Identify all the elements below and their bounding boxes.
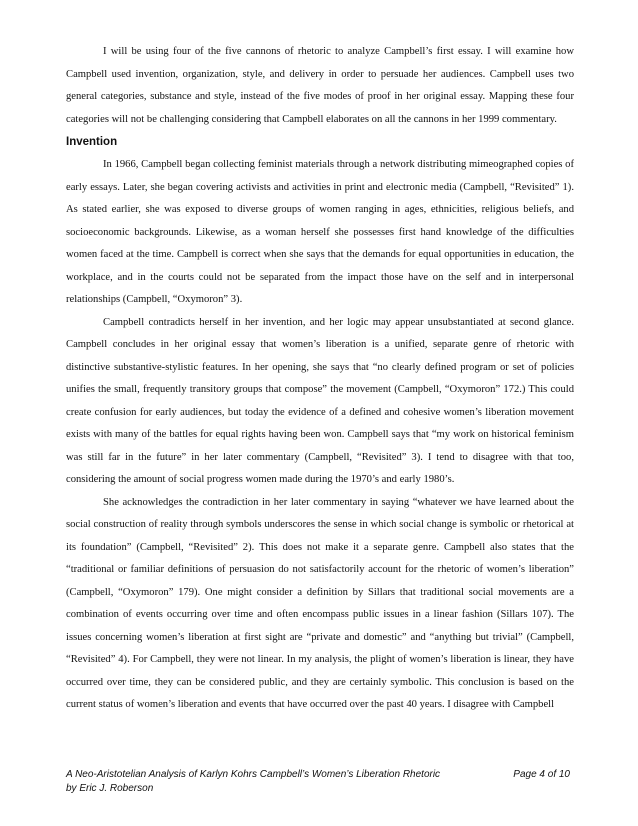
footer-row <box>66 768 574 782</box>
section-heading: Invention <box>66 136 118 148</box>
page-footer <box>66 768 574 796</box>
paragraph: In 1966, Campbell began collecting feminist materials through a network distributing mimeographed copies of early essays. Later, she began covering activists and activities in print and electronic media (Campbell, “Revisited” 1). As stated earlier, she was exposed to diverse groups of women ranging in ages, ethnicities, religious beliefs, and socioeconomic backgrounds. Likewise, as a woman herself she possesses first hand knowledge of the difficulties women faced at the time. Campbell is correct when she says that the demands for equal opportunities in education, the workplace, and in the courts could not be separated from the impact those have on the self and in interpersonal relationships (Campbell, “Oxymoron” 3). <box>66 159 574 305</box>
page-number: Page 4 of 10 <box>513 769 570 780</box>
footer-title: A Neo-Aristotelian Analysis of Karlyn Kohrs Campbell’s Women’s Liberation Rhetoric <box>66 769 441 780</box>
paragraph: She acknowledges the contradiction in her later commentary in saying “whatever we have learned about the social construction of reality through symbols underscores the sense in which social change is symbolic or rhetorical at its foundation” (Campbell, “Revisited” 2). This does not make it a separate genre. Campbell also states that the “traditional or familiar definitions of persuasion do not satisfactorily account for the rhetoric of women’s liberation” (Campbell, “Oxymoron” 179). One might consider a definition by Sillars that traditional social movements are a combination of events occurring over time and often encompass public issues in a linear fashion (Sillars 107). The issues concerning women’s liberation at first sight are “private and domestic” and “anything but trivial” (Campbell, “Revisited” 4). For Campbell, they were not linear. In my analysis, the plight of women’s liberation is linear, they have occurred over time, they can be considered public, and they are certainly symbolic. This conclusion is based on the current status of women’s liberation and events that have occurred over the past 40 years. I disagree with Campbell <box>66 496 574 710</box>
intro-paragraph: I will be using four of the five cannons of rhetoric to analyze Campbell’s first essay. I will examine how Campbell used invention, organization, style, and delivery in order to persuade her audiences. Campbell uses two general categories, substance and style, instead of the five modes of proof in her original essay. Mapping these four categories will not be challenging considering that Campbell elaborates on all the cannons in her 1999 commentary. <box>66 46 574 125</box>
paragraph: Campbell contradicts herself in her invention, and her logic may appear unsubstantiated at second glance. Campbell concludes in her original essay that women’s liberation is a unified, separate genre of rhetoric with distinctive substantive-stylistic features. In her opening, she says that “no clearly defined program or set of policies unifies the small, frequently transitory groups that compose” the movement (Campbell, “Oxymoron” 172.) This could create confusion for early audiences, but today the evidence of a defined and cohesive women’s liberation movement exists with many of the battles for equal rights having been won. Campbell says that “my work on historical feminism was still far in the future” in her later commentary (Campbell, “Revisited” 3). I tend to disagree with that too, considering the amount of social progress women made during the 1970’s and early 1980’s. <box>66 316 574 485</box>
footer-author: by Eric J. Roberson <box>66 783 154 794</box>
body-text <box>66 41 574 717</box>
